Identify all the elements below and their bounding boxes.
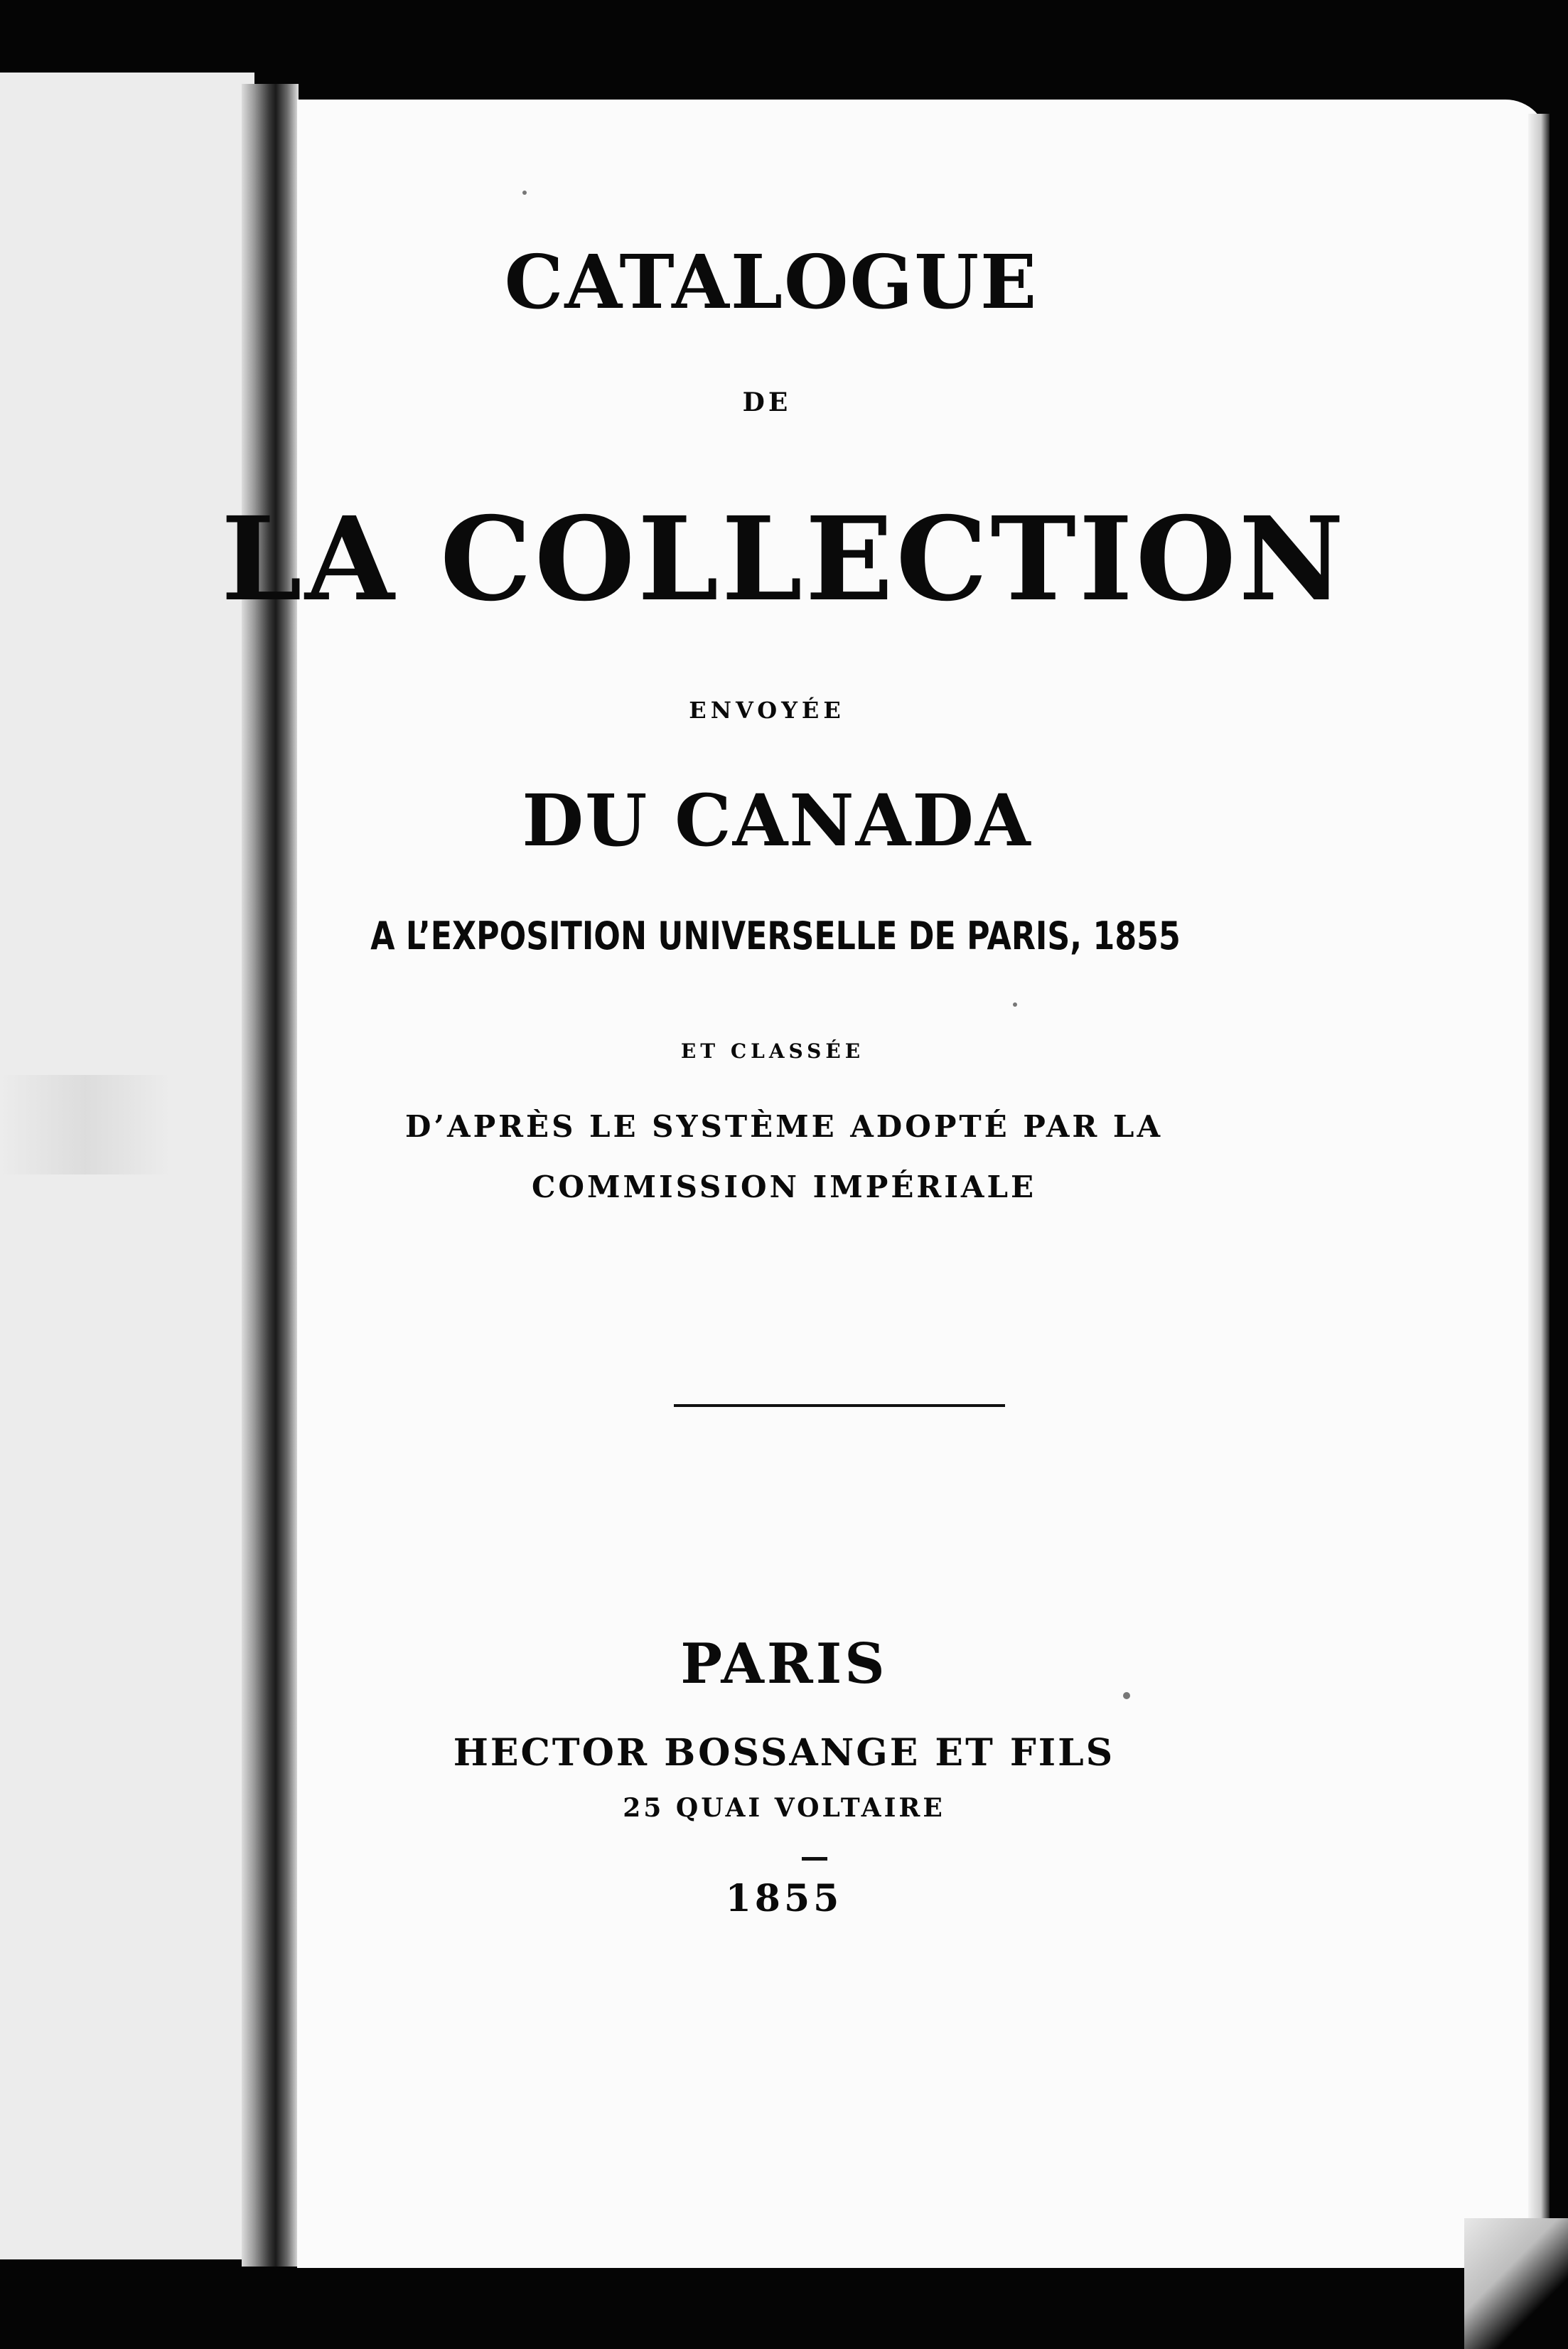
collection-heading: LA COLLECTION [221,492,1347,627]
system-line: D’APRÈS LE SYSTÈME ADOPTÉ PAR LA [404,1109,1164,1144]
canada-heading: DU CANADA [522,778,1032,862]
classee-line: ET CLASSÉE [680,1039,865,1063]
paper-speck [522,191,527,195]
catalogue-heading: CATALOGUE [504,238,1038,326]
de-word: DE [742,387,792,417]
envoyee-word: ENVOYÉE [689,697,845,724]
commission-line: COMMISSION IMPÉRIALE [531,1170,1037,1204]
horizontal-rule [674,1404,1005,1407]
imprint-year: 1855 [725,1877,843,1920]
imprint-address: 25 QUAI VOLTAIRE [623,1793,945,1823]
short-dash [802,1857,827,1861]
page-corner [1464,2218,1568,2349]
imprint-city: PARIS [680,1632,888,1696]
paper-speck [1123,1692,1130,1699]
imprint-publisher: HECTOR BOSSANGE ET FILS [453,1731,1115,1775]
paper-speck [1013,1002,1017,1007]
exposition-line: A L’EXPOSITION UNIVERSELLE DE PARIS, 1855 [370,914,1181,958]
